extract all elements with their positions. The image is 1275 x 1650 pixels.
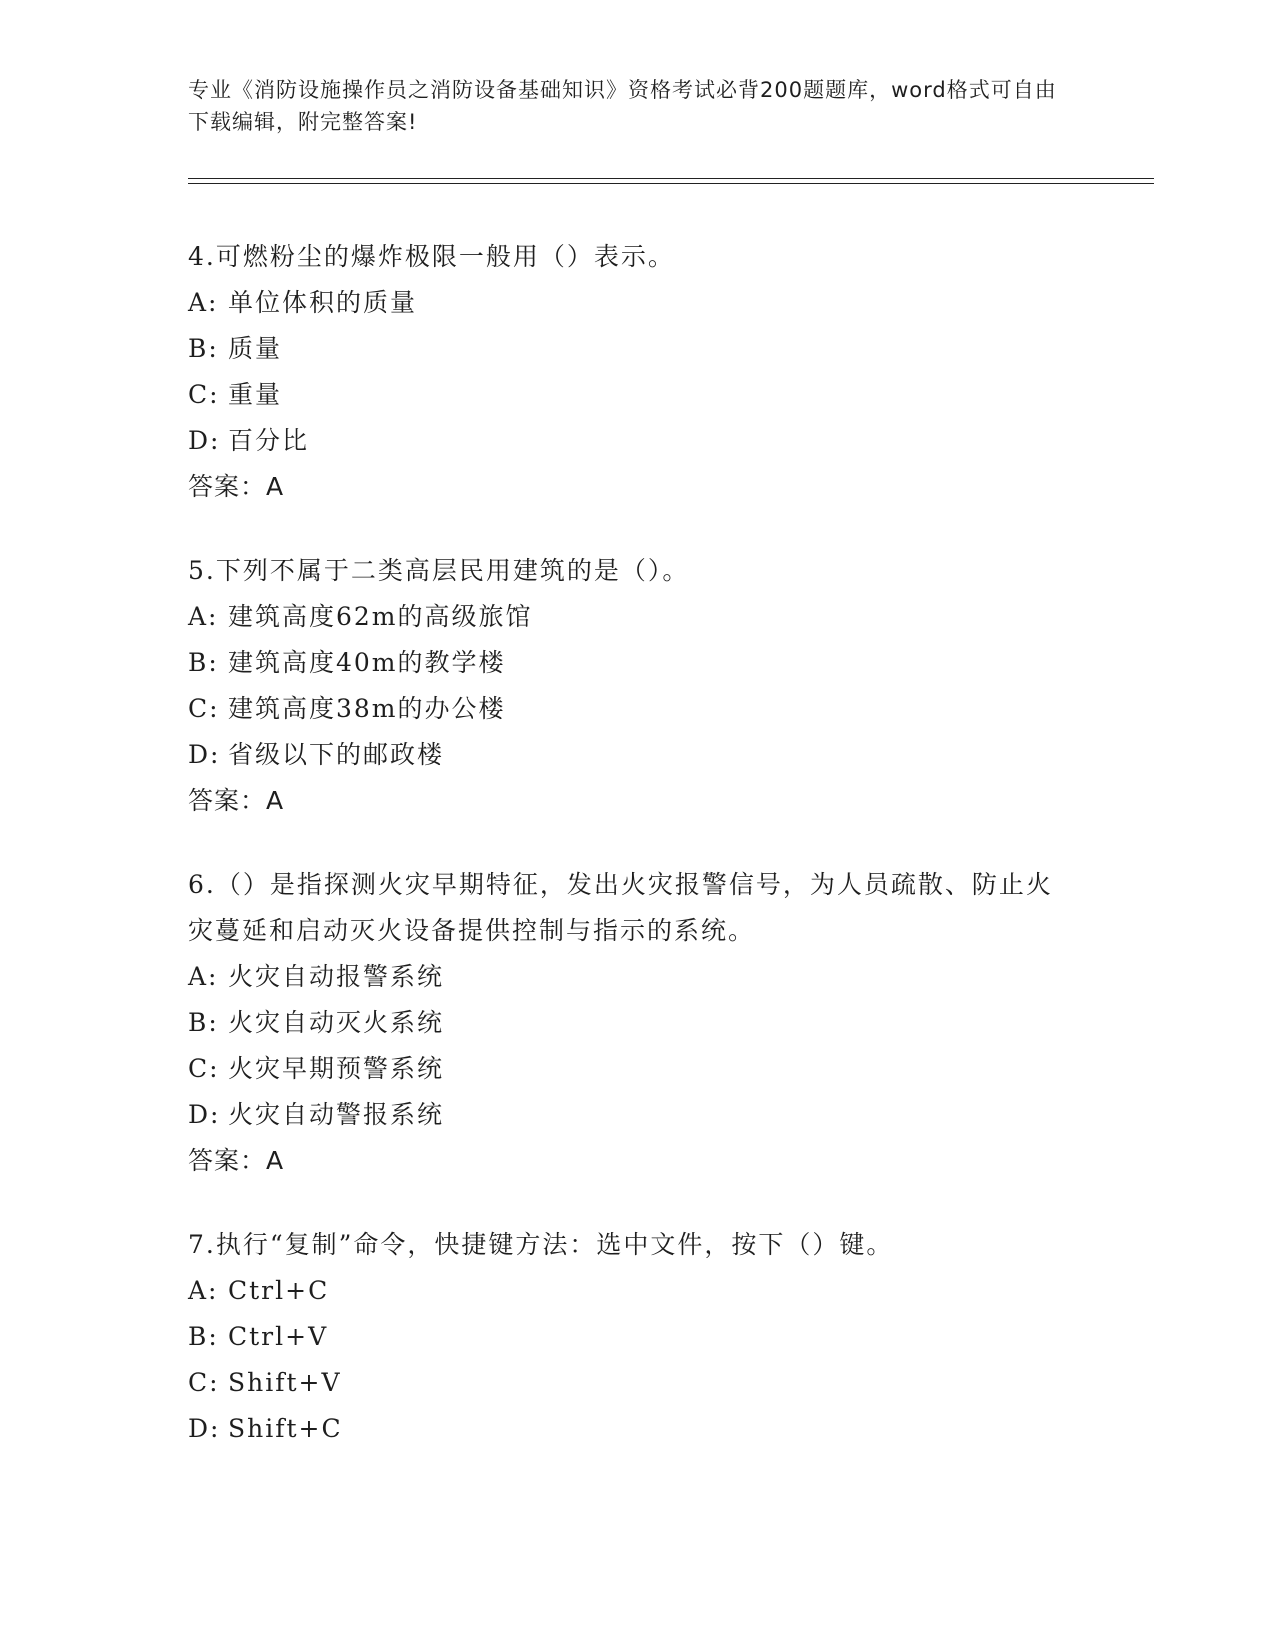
header-rule-top	[188, 178, 1154, 179]
option-b	[188, 1000, 1088, 1046]
option-b	[188, 326, 1088, 372]
option-d	[188, 418, 1088, 464]
option-text: 质量	[228, 334, 283, 363]
option-key: C:	[188, 1368, 220, 1397]
question-5	[188, 548, 1088, 824]
option-text: 建筑高度62m的高级旅馆	[228, 602, 533, 631]
question-stem: 7.执行“复制”命令，快捷键方法：选中文件，按下（）键。	[188, 1230, 894, 1259]
answer-line: 答案：A	[188, 472, 285, 501]
header-rule-bottom	[188, 183, 1154, 184]
option-a	[188, 954, 1088, 1000]
option-a	[188, 1268, 1088, 1314]
option-d	[188, 1092, 1088, 1138]
option-text: Ctrl+C	[228, 1276, 330, 1305]
option-text: 建筑高度38m的办公楼	[228, 694, 506, 723]
option-d	[188, 1406, 1088, 1452]
option-key: A:	[188, 962, 219, 991]
option-key: B:	[188, 1008, 219, 1037]
option-text: Shift+C	[228, 1414, 343, 1443]
question-list	[188, 234, 1088, 1490]
option-d	[188, 732, 1088, 778]
option-key: D:	[188, 426, 221, 455]
option-text: 火灾自动报警系统	[228, 962, 445, 991]
question-6	[188, 862, 1088, 1184]
option-key: C:	[188, 380, 220, 409]
option-c	[188, 1360, 1088, 1406]
option-b	[188, 640, 1088, 686]
option-text: 火灾自动警报系统	[228, 1100, 445, 1129]
option-a	[188, 280, 1088, 326]
option-key: C:	[188, 694, 220, 723]
option-text: 火灾早期预警系统	[228, 1054, 445, 1083]
option-key: D:	[188, 1414, 221, 1443]
option-key: A:	[188, 602, 219, 631]
option-b	[188, 1314, 1088, 1360]
document-intro: 专业《消防设施操作员之消防设备基础知识》资格考试必背200题题库，word格式可自由下载编辑，附完整答案!	[188, 78, 1057, 134]
option-text: 单位体积的质量	[228, 288, 418, 317]
question-stem: 4.可燃粉尘的爆炸极限一般用（）表示。	[188, 242, 675, 271]
option-c	[188, 686, 1088, 732]
option-key: B:	[188, 334, 219, 363]
option-key: A:	[188, 1276, 219, 1305]
option-text: 火灾自动灭火系统	[228, 1008, 445, 1037]
option-text: 省级以下的邮政楼	[228, 740, 445, 769]
option-c	[188, 1046, 1088, 1092]
question-stem: 5.下列不属于二类高层民用建筑的是（）。	[188, 556, 690, 585]
option-key: D:	[188, 1100, 221, 1129]
option-key: B:	[188, 648, 219, 677]
question-stem: 6.（）是指探测火灾早期特征，发出火灾报警信号，为人员疏散、防止火灾蔓延和启动灭火设备提供控制与指示的系统。	[188, 870, 1053, 945]
option-key: A:	[188, 288, 219, 317]
option-key: C:	[188, 1054, 220, 1083]
option-key: D:	[188, 740, 221, 769]
option-text: 百分比	[228, 426, 310, 455]
answer-line: 答案：A	[188, 1146, 285, 1175]
option-text: Ctrl+V	[228, 1322, 329, 1351]
option-text: 建筑高度40m的教学楼	[228, 648, 506, 677]
option-text: 重量	[228, 380, 283, 409]
answer-line: 答案：A	[188, 786, 285, 815]
option-key: B:	[188, 1322, 219, 1351]
option-text: Shift+V	[228, 1368, 342, 1397]
option-a	[188, 594, 1088, 640]
question-7	[188, 1222, 1088, 1452]
option-c	[188, 372, 1088, 418]
question-4	[188, 234, 1088, 510]
